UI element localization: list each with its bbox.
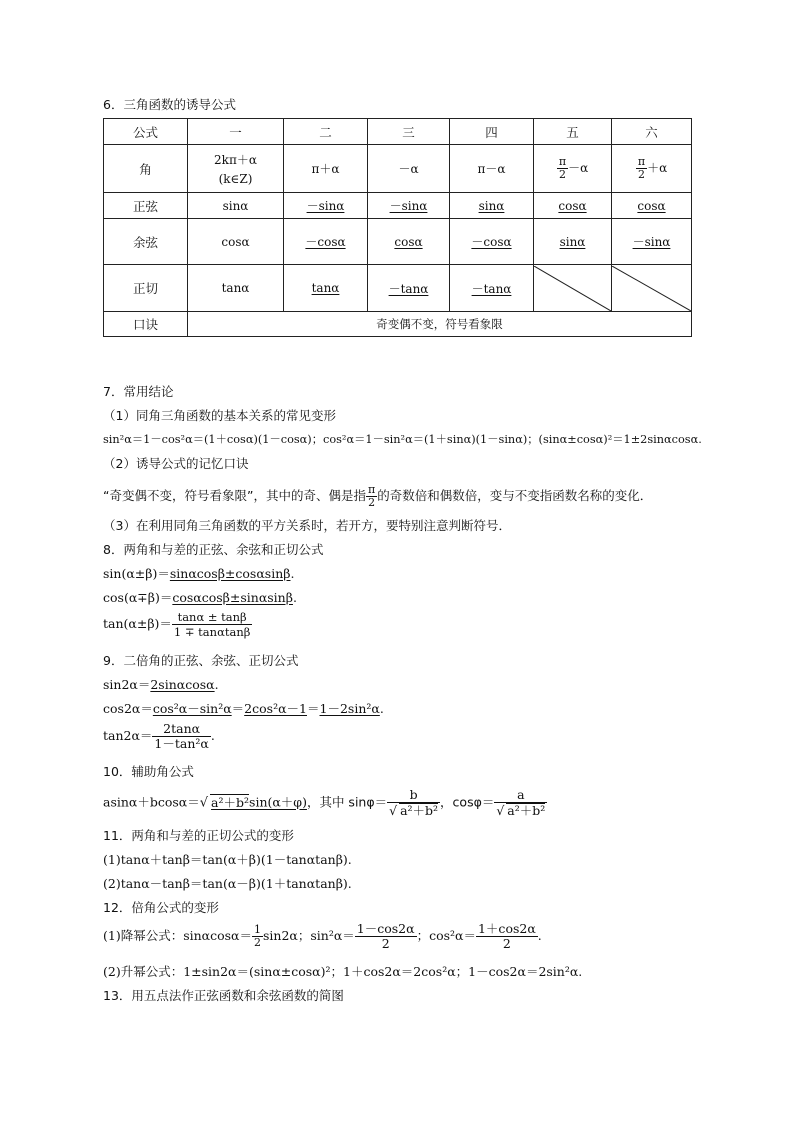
col-header: 六 — [612, 119, 692, 145]
table-cell: π－α — [450, 145, 534, 193]
table-cell: cosα — [534, 193, 612, 219]
denominator: √ a²＋b² — [496, 803, 546, 818]
denominator: 2 — [368, 496, 376, 509]
rhs: cos²α－sin²α — [152, 701, 232, 716]
numerator: a — [494, 788, 547, 803]
text: “奇变偶不变，符号看象限”，其中的奇、偶是指 — [103, 488, 366, 503]
lhs: (1)降幂公式：sinαcosα＝ — [103, 928, 252, 943]
diagonal-line — [612, 266, 691, 311]
fraction — [355, 922, 417, 951]
denominator: 1 ∓ tanαtanβ — [173, 625, 251, 639]
row-label: 角 — [104, 145, 188, 193]
text: ，其中 sinφ＝ — [306, 794, 388, 810]
table-cell: －α — [368, 145, 450, 193]
numerator: π — [637, 155, 646, 168]
fraction — [172, 610, 252, 639]
fraction — [494, 788, 547, 818]
table-row-mnemonic — [104, 312, 692, 337]
numerator: 1－cos2α — [356, 921, 415, 936]
diagonal-line — [534, 266, 611, 311]
section-7-mnemonic-line — [103, 484, 652, 509]
rhs: sinαcosβ±cosαsinβ — [169, 566, 291, 581]
fraction — [476, 922, 538, 951]
section-12-heading: 12．倍角公式的变形 — [103, 900, 219, 915]
angle-condition: (k∈Z) — [218, 172, 253, 186]
power-raising-formula: (2)升幂公式：1±sin2α＝(sinα±cosα)²；1＋cos2α＝2cos²α；1－cos2α＝2sin²α. — [103, 964, 583, 979]
lhs: cos(α∓β)＝ — [103, 590, 173, 605]
fraction — [252, 924, 263, 949]
table-cell: －sinα — [284, 193, 368, 219]
table-cell — [534, 145, 612, 193]
col-header: 五 — [534, 119, 612, 145]
table-cell: －cosα — [284, 219, 368, 265]
section-11-heading: 11．两角和与差的正切公式的变形 — [103, 828, 294, 843]
equals: ＝ — [306, 701, 320, 716]
radicand: a²＋b² — [211, 794, 250, 810]
section-7-heading: 7．常用结论 — [103, 384, 174, 399]
fraction — [366, 484, 377, 509]
table-cell: －tanα — [450, 265, 534, 312]
table-header-row — [104, 119, 692, 145]
sin-term: sin(α＋φ) — [249, 794, 307, 810]
fraction — [557, 156, 568, 181]
section-7-formula-1: sin²α＝1－cos²α＝(1＋cosα)(1－cosα)；cos²α＝1－sin²α＝(1＋sinα)(1－sinα)；(sinα±cosα)²＝1±2sinαcosα. — [103, 433, 702, 446]
section-7-item-1: （1）同角三角函数的基本关系的常见变形 — [103, 408, 336, 423]
col-header: 四 — [450, 119, 534, 145]
section-7-item-2: （2）诱导公式的记忆口诀 — [103, 456, 249, 471]
table-row-sin — [104, 193, 692, 219]
sum-cos-formula — [103, 590, 297, 606]
row-label: 正弦 — [104, 193, 188, 219]
table-cell: －tanα — [368, 265, 450, 312]
numerator: π — [367, 483, 376, 496]
col-header: 一 — [188, 119, 284, 145]
denominator: 2 — [558, 168, 566, 181]
table-row-tan — [104, 265, 692, 312]
double-cos-formula — [103, 701, 384, 717]
table-row-cos — [104, 219, 692, 265]
denominator: 2 — [254, 936, 261, 949]
table-cell: －sinα — [368, 193, 450, 219]
denominator: 2 — [381, 936, 390, 951]
table-cell — [612, 145, 692, 193]
row-label: 口诀 — [104, 312, 188, 337]
col-header: 二 — [284, 119, 368, 145]
period: . — [290, 566, 295, 581]
table-cell: cosα — [188, 219, 284, 265]
denominator: 2 — [502, 936, 511, 951]
row-label: 余弦 — [104, 219, 188, 265]
text: 的奇数倍和偶数倍，变与不变指函数名称的变化． — [377, 488, 653, 503]
sum-sin-formula — [103, 566, 294, 582]
table-cell: －cosα — [450, 219, 534, 265]
denominator: √ a²＋b² — [389, 803, 439, 818]
numerator: tanα ± tanβ — [172, 610, 252, 625]
text: ；cos²α＝ — [416, 928, 476, 943]
angle-suffix: －α — [568, 161, 589, 175]
rhs: 1－2sin²α — [319, 701, 380, 716]
period: . — [210, 728, 215, 743]
numerator: 2tanα — [152, 722, 210, 737]
table-cell: π＋α — [284, 145, 368, 193]
auxiliary-angle-formula — [103, 788, 547, 818]
fraction — [387, 788, 440, 818]
section-8-heading: 8．两角和与差的正弦、余弦和正切公式 — [103, 542, 324, 557]
table-cell: tanα — [188, 265, 284, 312]
section-9-heading: 9．二倍角的正弦、余弦、正切公式 — [103, 653, 299, 668]
lhs: tan(α±β)＝ — [103, 616, 172, 631]
radicand: a²＋b² — [507, 803, 546, 818]
rhs: 2cos²α－1 — [244, 701, 307, 716]
numerator: 1＋cos2α — [477, 921, 536, 936]
rhs: cosαcosβ±sinαsinβ — [172, 590, 293, 605]
lhs: tan2α＝ — [103, 728, 153, 743]
tan-diff-variant: (2)tanα－tanβ＝tan(α－β)(1＋tanαtanβ). — [103, 876, 352, 891]
section-7-item-3: （3）在利用同角三角函数的平方关系时，若开方，要特别注意判断符号． — [103, 518, 511, 533]
equals: ＝ — [231, 701, 245, 716]
double-tan-formula — [103, 722, 215, 751]
mnemonic-cell: 奇变偶不变，符号看象限 — [188, 312, 692, 337]
text: sin2α；sin²α＝ — [263, 928, 355, 943]
table-cell: sinα — [534, 219, 612, 265]
denominator: 1－tan²α — [154, 736, 209, 751]
section-6-heading: 6．三角函数的诱导公式 — [103, 97, 236, 112]
table-cell: sinα — [450, 193, 534, 219]
empty-diagonal-cell — [534, 265, 612, 312]
lhs: sin2α＝ — [103, 677, 151, 692]
numerator: 1 — [254, 923, 261, 936]
lhs: asinα＋bcosα＝ — [103, 794, 200, 810]
empty-diagonal-cell — [612, 265, 692, 312]
angle-value: 2kπ＋α — [214, 153, 257, 167]
period: . — [537, 928, 542, 943]
lhs: cos2α＝ — [103, 701, 153, 716]
fraction — [636, 156, 647, 181]
denominator: 2 — [637, 168, 645, 181]
sum-tan-formula — [103, 610, 252, 639]
table-cell: tanα — [284, 265, 368, 312]
table-corner-cell: 公式 — [104, 119, 188, 145]
table-cell: cosα — [368, 219, 450, 265]
tan-sum-variant: (1)tanα＋tanβ＝tan(α＋β)(1－tanαtanβ). — [103, 852, 352, 867]
section-10-heading: 10．辅助角公式 — [103, 764, 194, 779]
rhs: 2sinαcosα — [150, 677, 215, 692]
table-cell: sinα — [188, 193, 284, 219]
period: . — [292, 590, 297, 605]
angle-suffix: ＋α — [647, 161, 668, 175]
period: . — [379, 701, 384, 716]
row-label: 正切 — [104, 265, 188, 312]
table-cell: cosα — [612, 193, 692, 219]
lhs: sin(α±β)＝ — [103, 566, 170, 581]
text: ，cosφ＝ — [440, 794, 495, 810]
table-row-angle — [104, 145, 692, 193]
numerator: b — [387, 788, 440, 803]
table-cell: －sinα — [612, 219, 692, 265]
section-13-heading: 13．用五点法作正弦函数和余弦函数的简图 — [103, 988, 344, 1003]
sqrt-sign: √ — [199, 795, 209, 811]
induction-formula-table — [103, 118, 692, 337]
power-reduction-formula — [103, 922, 542, 951]
table-cell — [188, 145, 284, 193]
period: . — [214, 677, 219, 692]
numerator: π — [558, 155, 567, 168]
col-header: 三 — [368, 119, 450, 145]
double-sin-formula — [103, 677, 219, 693]
radicand: a²＋b² — [400, 803, 439, 818]
fraction — [152, 722, 210, 751]
